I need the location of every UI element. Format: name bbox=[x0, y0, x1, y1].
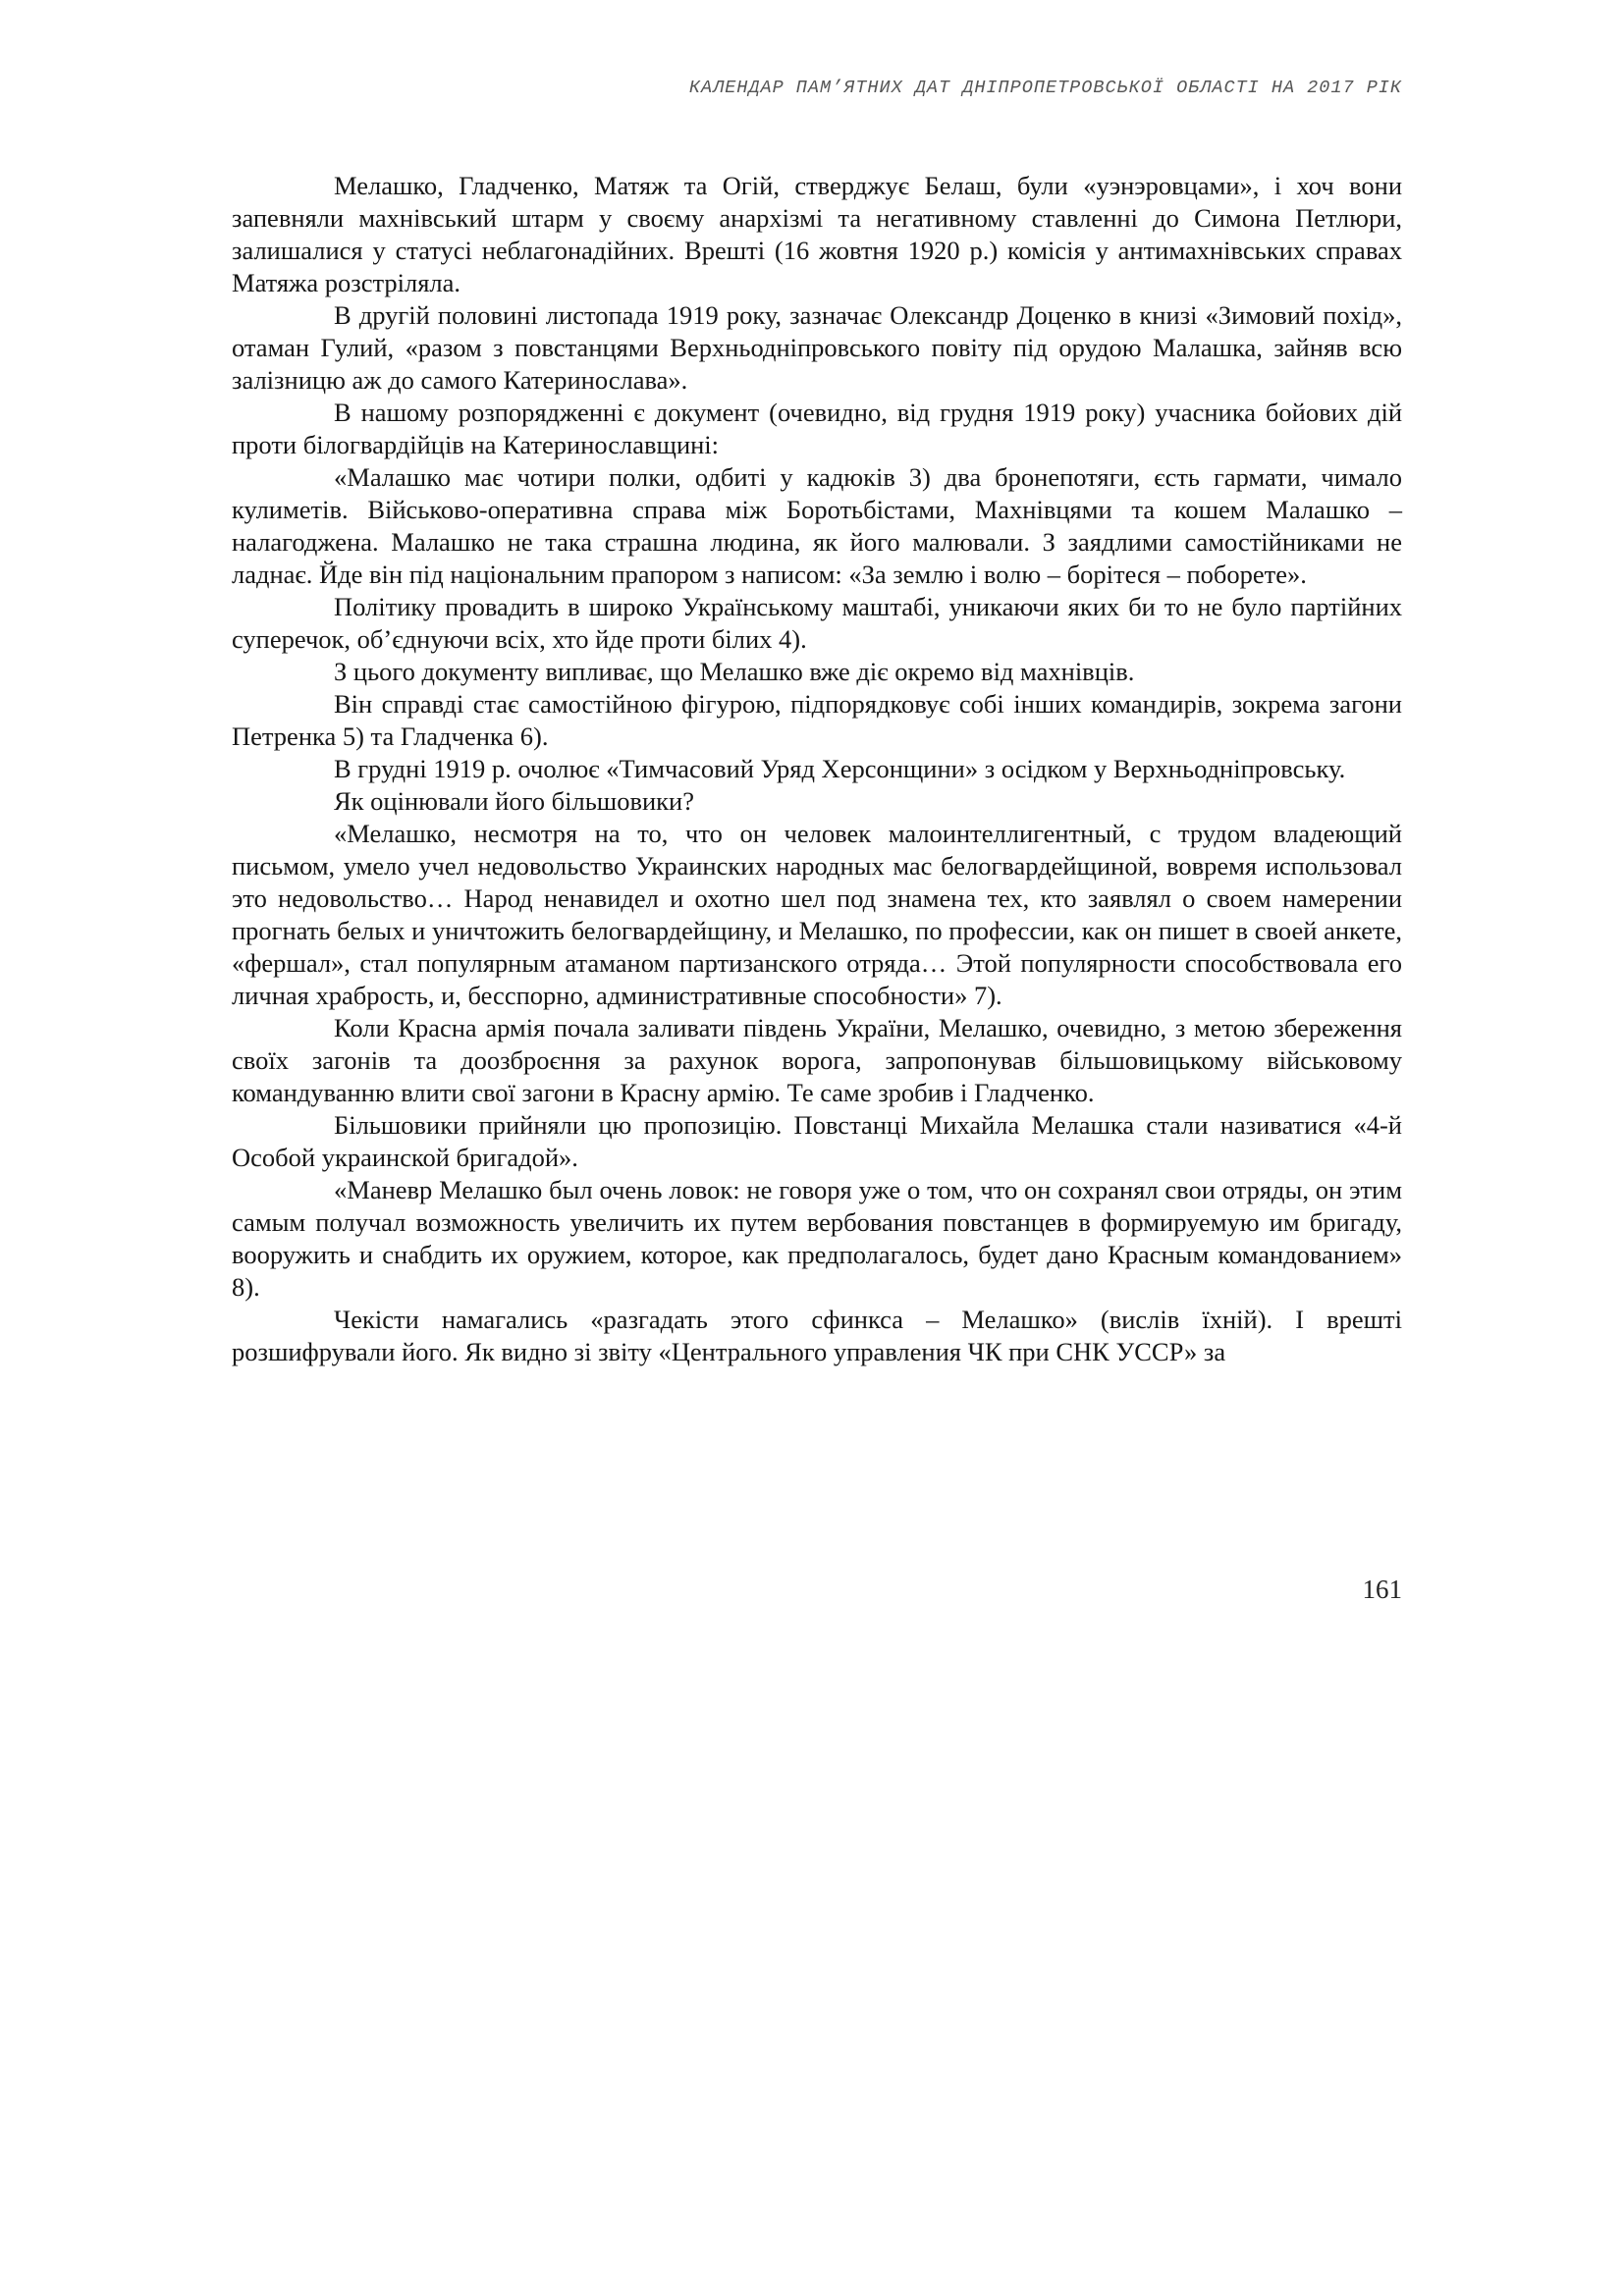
running-header: КАЛЕНДАР ПАМ’ЯТНИХ ДАТ ДНІПРОПЕТРОВСЬКОЇ ОБЛАСТІ НА 2017 РІК bbox=[688, 78, 1402, 98]
paragraph: Як оцінювали його більшовики? bbox=[334, 786, 694, 816]
quote-paragraph: Політику провадить в широко Українському маштабі, уникаючи яких би то не було партійних суперечок, об’єднуючи всіх, хто йде проти білих 4). bbox=[232, 592, 1402, 654]
quote-paragraph: «Мелашко, несмотря на то, что он человек малоинтеллигентный, с трудом владеющий письмом, умело учел недовольство Украинских народных мас белогвардейщиной, вовремя использовал это недовольство… Народ ненавидел и охотно шел под знамена тех, кто заявлял о своем намерении прогнать белых и уничтожить белогвардейщину, и Мелашко, по профессии, как он пишет в своей анкете, «фершал», стал популярным атаманом партизанского отряда… Этой популярности способствовала его личная храбрость, и, бесспорно, административные способности» 7). bbox=[232, 819, 1402, 1010]
paragraph: З цього документу випливає, що Мелашко вже діє окремо від махнівців. bbox=[334, 657, 1135, 686]
paragraph: Більшовики прийняли цю пропозицію. Повстанці Михайла Мелашка стали називатися «4-й Особой украинской бригадой». bbox=[232, 1110, 1402, 1172]
paragraph: Чекісти намагались «разгадать этого сфинкса – Мелашко» (вислів їхній). І врешті розшифрували його. Як видно зі звіту «Центрального управления ЧК при СНК УССР» за bbox=[232, 1305, 1402, 1366]
paragraph: В другій половині листопада 1919 року, зазначає Олександр Доценко в книзі «Зимовий похід», отаман Гулий, «разом з повстанцями Верхньодніпровського повіту під орудою Малашка, зайняв всю залізницю аж до самого Катеринослава». bbox=[232, 300, 1402, 395]
paragraph: В нашому розпорядженні є документ (очевидно, від грудня 1919 року) учасника бойових дій проти білогвардійців на Катеринославщині: bbox=[232, 398, 1402, 459]
body-text bbox=[232, 170, 1402, 1368]
page-number: 161 bbox=[1362, 1575, 1402, 1604]
quote-paragraph: «Маневр Мелашко был очень ловок: не говоря уже о том, что он сохранял свои отряды, он этим самым получал возможность увеличить их путем вербования повстанцев в формируемую им бригаду, вооружить и снабдить их оружием, которое, как предполагалось, будет дано Красным командованием» 8). bbox=[232, 1175, 1402, 1302]
quote-paragraph: «Малашко має чотири полки, одбиті у кадюків 3) два бронепотяги, єсть гармати, чимало кулиметів. Військово-оперативна справа між Боротьбістами, Махнівцями та кошем Малашко – налагоджена. Малашко не така страшна людина, як його малювали. З заядлими самостійниками не ладнає. Йде він під національним прапором з написом: «За землю і волю – борітеся – поборете». bbox=[232, 462, 1402, 589]
paragraph: Коли Красна армія почала заливати південь України, Мелашко, очевидно, з метою збереження своїх загонів та доозброєння за рахунок ворога, запропонував більшовицькому військовому командуванню влити свої загони в Красну армію. Те саме зробив і Гладченко. bbox=[232, 1013, 1402, 1107]
paragraph: Мелашко, Гладченко, Матяж та Огій, стверджує Белаш, були «уэнэровцами», і хоч вони запевняли махнівський штарм у своєму анархізмі та негативному ставленні до Симона Петлюри, залишалися у статусі неблагонадійних. Врешті (16 жовтня 1920 р.) комісія у антимахнівських справах Матяжа розстріляла. bbox=[232, 171, 1402, 297]
paragraph: Він справді стає самостійною фігурою, підпорядковує собі інших командирів, зокрема загони Петренка 5) та Гладченка 6). bbox=[232, 689, 1402, 751]
paragraph: В грудні 1919 р. очолює «Тимчасовий Уряд Херсонщини» з осідком у Верхньодніпровську. bbox=[334, 754, 1346, 783]
